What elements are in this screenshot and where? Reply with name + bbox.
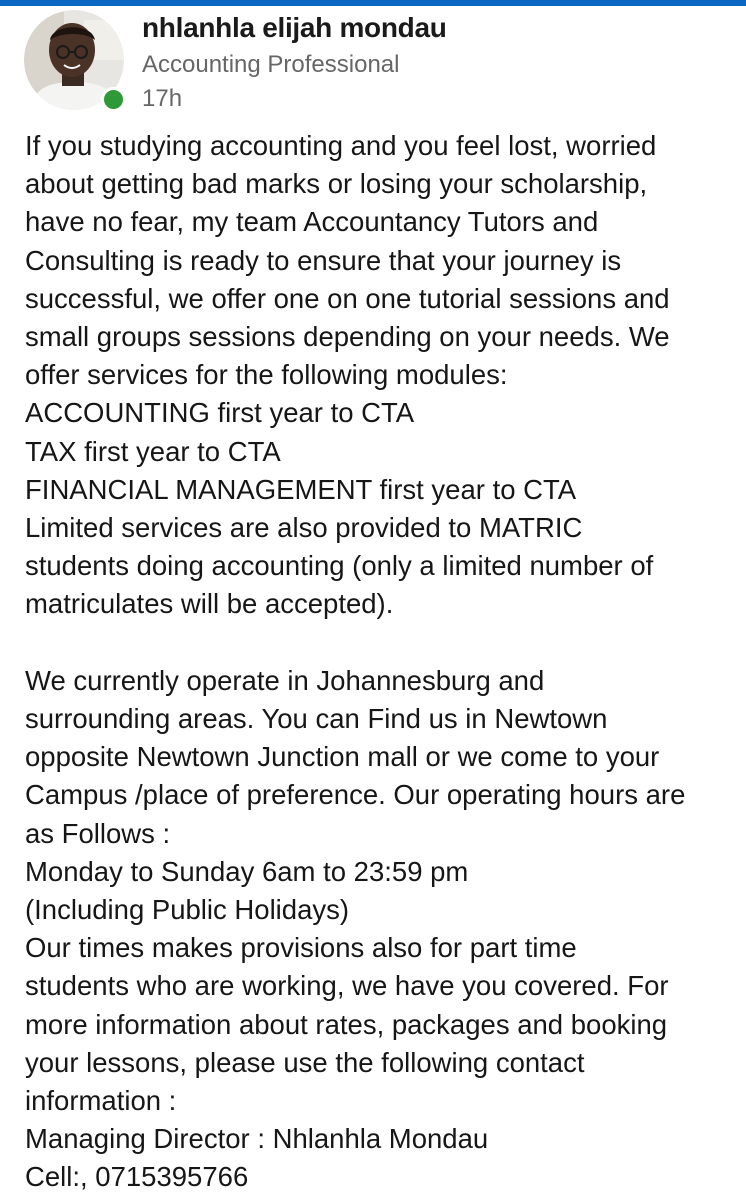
post-text-line: Cell:, 0715395766	[25, 1161, 249, 1193]
post-text-line: FINANCIAL MANAGEMENT first year to CTA	[25, 473, 577, 505]
paragraph-spacer	[25, 624, 725, 662]
post-text-line: Our times makes provisions also for part time	[25, 932, 577, 964]
post-header	[0, 6, 746, 116]
post-text-line: Limited services are also provided to MATRIC	[25, 512, 583, 544]
post-body	[25, 127, 725, 1197]
post-text-line: ACCOUNTING first year to CTA	[25, 397, 415, 429]
post-text-line: offer services for the following modules:	[25, 359, 508, 391]
post-text-line: as Follows :	[25, 817, 171, 849]
author-name[interactable]: nhlanhla elijah mondau	[142, 12, 447, 43]
post-text-line: surrounding areas. You can Find us in Newtown	[25, 703, 608, 735]
author-headline: Accounting Professional	[142, 51, 400, 78]
post-text-line: students who are working, we have you covered. For	[25, 970, 669, 1002]
post-text-line: successful, we offer one on one tutorial sessions and	[25, 282, 670, 314]
post-text-line: Monday to Sunday 6am to 23:59 pm	[25, 855, 469, 887]
post-text-line: If you studying accounting and you feel lost, worried	[25, 130, 657, 161]
post-text-line: about getting bad marks or losing your scholarship,	[25, 168, 648, 200]
post-text-line: small groups sessions depending on your needs. We	[25, 321, 670, 353]
post-paragraph-2	[25, 662, 725, 1197]
post-text-line: matriculates will be accepted).	[25, 588, 394, 620]
post-text-line: Managing Director : Nhlanhla Mondau	[25, 1123, 489, 1155]
post-text-line: information :	[25, 1085, 177, 1117]
author-avatar[interactable]	[24, 10, 124, 110]
post-text-line: Campus /place of preference. Our operating hours are	[25, 779, 686, 811]
post-text-line: more information about rates, packages and booking	[25, 1008, 668, 1040]
post-text-line: TAX first year to CTA	[25, 435, 281, 467]
post-text-line: Consulting is ready to ensure that your journey is	[25, 244, 622, 276]
post-text-line: We currently operate in Johannesburg and	[25, 664, 545, 696]
post-paragraph-1	[25, 127, 725, 624]
post-timestamp: 17h	[142, 85, 183, 112]
post-text-line: (Including Public Holidays)	[25, 894, 350, 926]
post-text-line: have no fear, my team Accountancy Tutors and	[25, 206, 599, 238]
post-text-line: opposite Newtown Junction mall or we come to your	[25, 741, 660, 773]
post-text-line: your lessons, please use the following contact	[25, 1046, 585, 1078]
post-text-line: students doing accounting (only a limited number of	[25, 550, 654, 582]
online-status-icon	[101, 87, 126, 112]
